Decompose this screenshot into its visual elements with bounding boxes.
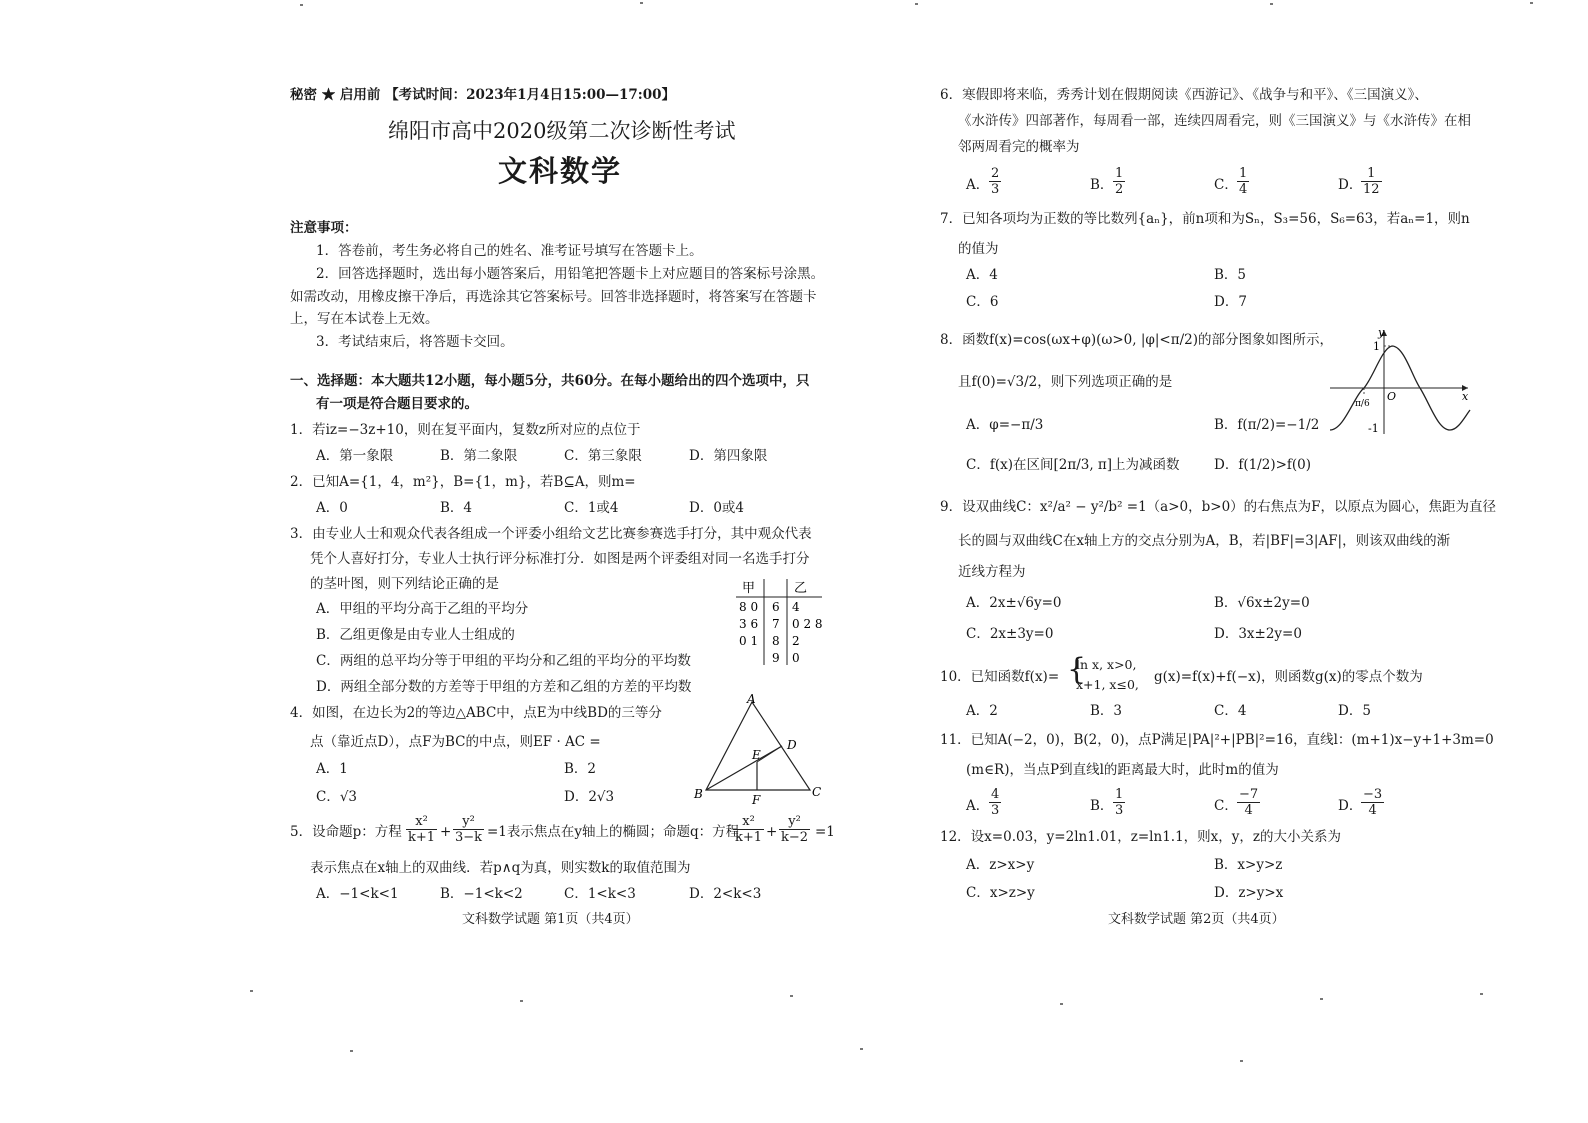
option: B．−1<k<2 <box>440 886 523 902</box>
brace-symbol: { <box>1067 652 1087 687</box>
notice-item-2-cont: 如需改动，用橡皮擦干净后，再选涂其它答案标号。回答非选择题时，将答案写在答题卡 <box>290 289 817 305</box>
section-heading-cont: 有一项是符合题目要求的。 <box>316 396 478 412</box>
stem-value: 9 <box>772 651 780 665</box>
option: A．2 <box>966 703 998 719</box>
stem-value: 7 <box>772 617 780 631</box>
stem-head-yi: 乙 <box>794 581 808 596</box>
option: A．4 <box>966 267 998 283</box>
question-8: 8．函数f(x)=cos(ωx+φ)(ω>0, |φ|<π/2)的部分图象如图所示， <box>940 332 1333 348</box>
question-7: 7．已知各项均为正数的等比数列{aₙ}，前n项和为Sₙ，S₃=56，S₆=63，若aₙ=1，则n <box>940 211 1470 227</box>
notice-item-1: 1．答卷前，考生务必将自己的姓名、准考证号填写在答题卡上。 <box>316 243 703 259</box>
option: A．φ=−π/3 <box>966 417 1044 433</box>
question-1: 1．若iz=−3z+10，则在复平面内，复数z所对应的点位于 <box>290 422 641 438</box>
option-label: B． <box>1090 177 1114 193</box>
option: D．第四象限 <box>689 448 768 464</box>
vertex-label-f: F <box>752 793 761 807</box>
stem-leaf-yi: 0 <box>792 651 800 665</box>
fraction: $\frac{1}{3}$ <box>1115 787 1124 818</box>
question-3-cont: 凭个人喜好打分，专业人士执行评分标准打分．如图是两个评委组对同一名选手打分 <box>310 551 810 567</box>
tick-label-pi-six: π/6 <box>1355 399 1370 409</box>
scan-speck <box>350 1050 353 1052</box>
option: B．√6x±2y=0 <box>1214 595 1310 611</box>
scan-speck <box>1530 2 1533 4</box>
plus-sign: + <box>440 824 452 840</box>
piecewise-case-1: ln x, x>0, <box>1076 657 1137 672</box>
question-3-cont: 的茎叶图，则下列结论正确的是 <box>310 576 499 592</box>
section-heading: 一、选择题：本大题共12小题，每小题5分，共60分。在每小题给出的四个选项中，只 <box>290 373 810 389</box>
scan-speck <box>1480 993 1483 995</box>
option: A．0 <box>316 500 348 516</box>
question-4: 4．如图，在边长为2的等边△ABC中，点E为中线BD的三等分 <box>290 705 662 721</box>
vertex-label-e: E <box>752 748 761 762</box>
option: A．1 <box>316 761 348 777</box>
fraction: $\frac{-3}{4}$ <box>1363 787 1383 818</box>
option: D．f(1/2)>f(0) <box>1214 457 1312 473</box>
cosine-graph <box>1326 326 1476 438</box>
option: A．甲组的平均分高于乙组的平均分 <box>316 601 529 617</box>
fraction: $\frac{1}{4}$ <box>1239 166 1248 197</box>
question-10-cont: g(x)=f(x)+f(−x)，则函数g(x)的零点个数为 <box>1154 669 1423 685</box>
exam-header: 秘密 ★ 启用前 【考试时间：2023年1月4日15:00—17:00】 <box>290 87 676 103</box>
stem-leaf-jia: 0 1 <box>739 634 759 648</box>
option-label: A． <box>966 798 990 814</box>
scan-speck <box>640 2 643 4</box>
option: B．f(π/2)=−1/2 <box>1214 417 1320 433</box>
option: D．2√3 <box>564 789 615 805</box>
stem-value: 6 <box>772 600 780 614</box>
question-8-cont: 且f(0)=√3/2，则下列选项正确的是 <box>958 374 1173 390</box>
exam-subject: 文科数学 <box>498 154 623 188</box>
question-5-mid: =1表示焦点在y轴上的椭圆；命题q：方程 <box>487 824 740 840</box>
option: D．0或4 <box>689 500 745 516</box>
question-5-cont: 表示焦点在x轴上的双曲线．若p∧q为真，则实数k的取值范围为 <box>310 860 691 876</box>
triangle-figure <box>690 690 830 810</box>
question-2: 2．已知A={1，4，m²}，B={1，m}，若B⊆A，则m= <box>290 474 636 490</box>
scan-speck <box>915 3 918 5</box>
stem-leaf-yi: 2 <box>792 634 800 648</box>
option-label: D． <box>1338 177 1363 193</box>
stem-head-jia: 甲 <box>742 581 756 596</box>
option: C．2x±3y=0 <box>966 626 1054 642</box>
scan-speck <box>790 995 793 997</box>
fraction: $\frac{\text{x²}}{k+1}$ <box>408 814 436 845</box>
option: C．第三象限 <box>564 448 642 464</box>
option: C．4 <box>1214 703 1247 719</box>
stem-value: 8 <box>772 634 780 648</box>
vertex-label-a: A <box>747 692 756 706</box>
scan-speck <box>1060 1003 1063 1005</box>
question-4-cont: 点（靠近点D），点F为BC的中点，则EF · AC = <box>310 734 601 750</box>
vertex-label-c: C <box>812 785 822 799</box>
question-9: 9．设双曲线C：x²/a² − y²/b² =1（a>0，b>0）的右焦点为F，以原点为圆心，焦距为直径 <box>940 499 1497 515</box>
option: B．3 <box>1090 703 1123 719</box>
scan-speck <box>1270 3 1273 5</box>
question-6-cont: 邻两周看完的概率为 <box>958 139 1080 155</box>
stem-leaf-plot <box>734 575 826 667</box>
option: A．−1<k<1 <box>316 886 399 902</box>
option: A．2x±√6y=0 <box>966 595 1062 611</box>
option: A．z>x>y <box>966 857 1035 873</box>
option: C．6 <box>966 294 999 310</box>
question-5: 5．设命题p：方程 <box>290 824 402 840</box>
fraction: $\frac{\text{y²}}{k-2}$ <box>781 814 809 845</box>
tick-label-one: 1 <box>1373 340 1380 353</box>
stem-leaf-yi: 4 <box>792 600 800 614</box>
fraction: $\frac{\text{x²}}{k+1}$ <box>735 814 763 845</box>
option: B．2 <box>564 761 597 777</box>
page-footer: 文科数学试题 第2页（共4页） <box>1108 912 1285 927</box>
question-6: 6．寒假即将来临，秀秀计划在假期阅读《西游记》、《战争与和平》、《三国演义》、 <box>940 87 1428 103</box>
option: D．7 <box>1214 294 1247 310</box>
option: C．f(x)在区间[2π/3, π]上为减函数 <box>966 457 1180 473</box>
stem-leaf-jia: 8 0 <box>739 600 759 614</box>
notice-item-2-cont: 上，写在本试卷上无效。 <box>290 311 439 327</box>
notice-item-3: 3．考试结束后，将答题卡交回。 <box>316 334 514 350</box>
option: D．z>y>x <box>1214 885 1284 901</box>
option: D．2<k<3 <box>689 886 762 902</box>
option-label: D． <box>1338 798 1363 814</box>
question-9-cont: 长的圆与双曲线C在x轴上方的交点分别为A，B，若|BF|=3|AF|，则该双曲线的渐 <box>958 533 1451 549</box>
question-11-cont: (m∈R)，当点P到直线l的距离最大时，此时m的值为 <box>966 762 1279 778</box>
option: D．5 <box>1338 703 1371 719</box>
question-10: 10．已知函数f(x)= <box>940 669 1060 685</box>
option: B．乙组更像是由专业人士组成的 <box>316 627 515 643</box>
question-5-end: =1 <box>815 824 835 840</box>
piecewise-case-2: x+1, x≤0, <box>1076 677 1139 692</box>
scan-speck <box>250 990 253 992</box>
option-label: C． <box>1214 798 1238 814</box>
question-12: 12．设x=0.03，y=2ln1.01，z=ln1.1，则x，y，z的大小关系为 <box>940 829 1342 845</box>
scan-speck <box>520 1000 523 1002</box>
stem-leaf-jia: 3 6 <box>739 617 759 631</box>
notice-title: 注意事项： <box>290 220 358 236</box>
option: C．x>z>y <box>966 885 1035 901</box>
option: B．第二象限 <box>440 448 518 464</box>
scan-speck <box>860 1048 863 1050</box>
option: C．1或4 <box>564 500 619 516</box>
notice-item-2: 2．回答选择题时，选出每小题答案后，用铅笔把答题卡上对应题目的答案标号涂黑。 <box>316 266 825 282</box>
option: C．1<k<3 <box>564 886 636 902</box>
exam-title: 绵阳市高中2020级第二次诊断性考试 <box>388 119 736 143</box>
scan-speck <box>300 4 303 6</box>
option: D．3x±2y=0 <box>1214 626 1302 642</box>
option-label: C． <box>1214 177 1238 193</box>
vertex-label-d: D <box>787 738 797 752</box>
fraction: $\frac{2}{3}$ <box>991 166 1000 197</box>
question-3: 3．由专业人士和观众代表各组成一个评委小组给文艺比赛参赛选手打分，其中观众代表 <box>290 526 812 542</box>
option: A．第一象限 <box>316 448 394 464</box>
question-7-cont: 的值为 <box>958 241 999 257</box>
option: B．x>y>z <box>1214 857 1283 873</box>
axis-label-x: x <box>1462 390 1469 403</box>
question-9-cont: 近线方程为 <box>958 564 1026 580</box>
option-label: A． <box>966 177 990 193</box>
option: C．√3 <box>316 789 358 805</box>
option: B．4 <box>440 500 473 516</box>
tick-label-neg-one: -1 <box>1368 422 1379 435</box>
origin-label: O <box>1387 390 1397 403</box>
fraction: $\frac{1}{2}$ <box>1115 166 1124 197</box>
option: D．两组全部分数的方差等于甲组的方差和乙组的方差的平均数 <box>316 679 692 695</box>
fraction: $\frac{\text{y²}}{3-k}$ <box>455 814 483 845</box>
fraction: $\frac{-7}{4}$ <box>1239 787 1259 818</box>
scan-speck <box>1320 998 1323 1000</box>
plus-sign: + <box>766 824 778 840</box>
fraction: $\frac{4}{3}$ <box>991 787 1000 818</box>
question-11: 11．已知A(−2，0)，B(2，0)，点P满足|PA|²+|PB|²=16，直线l：(m+1)x−y+1+3m=0 <box>940 732 1494 748</box>
scan-speck <box>1240 1060 1243 1062</box>
page-footer: 文科数学试题 第1页（共4页） <box>462 912 639 927</box>
option: B．5 <box>1214 267 1247 283</box>
vertex-label-b: B <box>694 787 703 801</box>
option: C．两组的总平均分等于甲组的平均分和乙组的平均分的平均数 <box>316 653 691 669</box>
axis-label-y: y <box>1378 326 1385 339</box>
option-label: B． <box>1090 798 1114 814</box>
fraction: $\frac{1}{12}$ <box>1363 166 1380 197</box>
stem-leaf-yi: 0 2 8 <box>792 617 823 631</box>
question-6-cont: 《水浒传》四部著作，每周看一部，连续四周看完，则《三国演义》与《水浒传》在相 <box>958 113 1471 129</box>
